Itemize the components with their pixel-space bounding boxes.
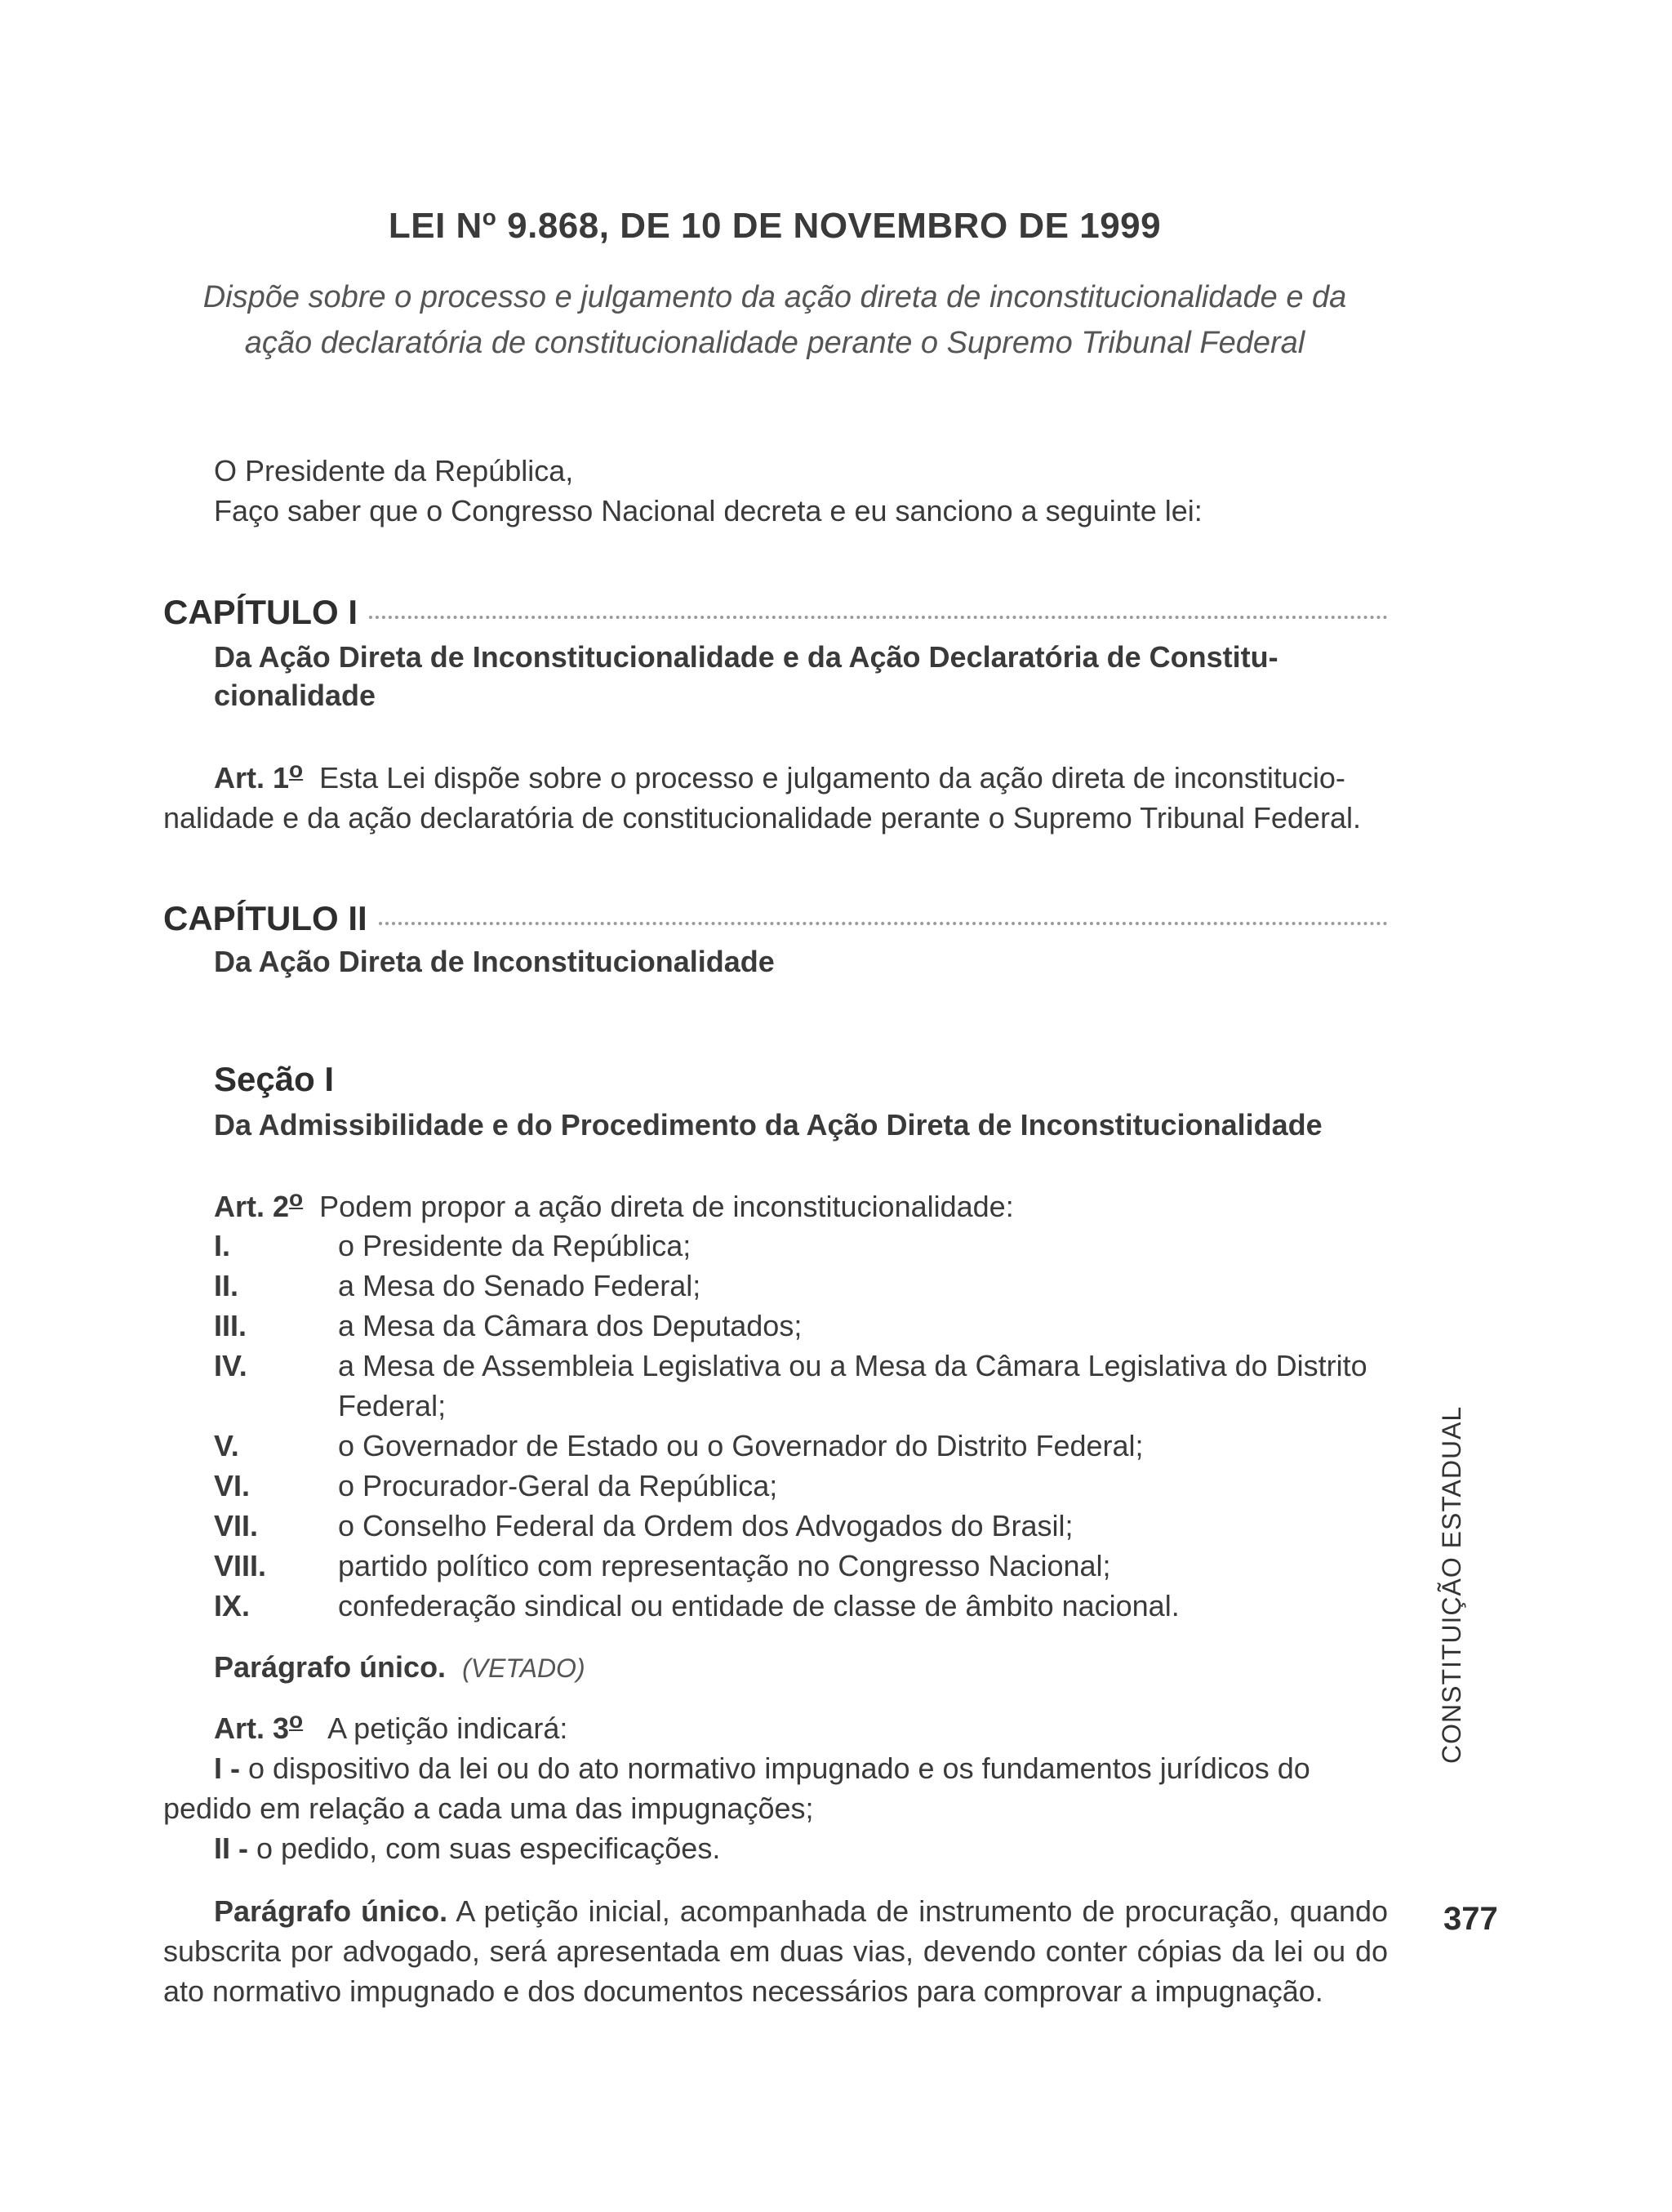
art-2-item-text-continued: Federal; <box>338 1389 447 1422</box>
art-3-item-1-line-2: pedido em relação a cada uma das impugnações; <box>163 1791 814 1825</box>
art-3-paragraph-label: Parágrafo único. <box>214 1894 448 1928</box>
art-3-item-2-text: o pedido, com suas especificações. <box>256 1831 721 1865</box>
art-2-ordinal: o <box>289 1186 304 1211</box>
section-1-label: Seção I <box>214 1060 335 1098</box>
art-2-item-number: IX. <box>214 1589 251 1622</box>
art-1-ordinal: o <box>289 757 304 782</box>
chapter-2-leader <box>379 922 1388 925</box>
art-1-line-1 <box>214 757 1345 795</box>
art-3-item-1-label: I - <box>214 1751 240 1785</box>
art-2-item-number: VI. <box>214 1469 251 1502</box>
chapter-1-leader <box>369 616 1388 619</box>
art-2-paragraph <box>214 1650 585 1685</box>
art-2-paragraph-label: Parágrafo único. <box>214 1650 447 1684</box>
art-2-item-number: V. <box>214 1429 239 1462</box>
art-2-item-text: o Conselho Federal da Ordem dos Advogados do Brasil; <box>338 1509 1074 1542</box>
art-2-label: Art. 2 <box>214 1190 290 1223</box>
art-1-text-line-1: Esta Lei dispõe sobre o processo e julgamento da ação direta de inconstitucio- <box>319 761 1345 794</box>
art-2-paragraph-text: (VETADO) <box>462 1653 585 1683</box>
art-3-label: Art. 3 <box>214 1711 290 1745</box>
page-number: 377 <box>1443 1901 1498 1937</box>
law-title-rest: 9.868, DE 10 DE NOVEMBRO DE 1999 <box>496 206 1162 246</box>
law-subtitle-line-2: ação declaratória de constitucionalidade perante o Supremo Tribunal Federal <box>244 326 1305 360</box>
chapter-2-title: Da Ação Direta de Inconstitucionalidade <box>214 945 775 978</box>
art-2-item-number: III. <box>214 1309 247 1342</box>
art-3-paragraph-text: A petição inicial, acompanhada de instrumento de procuração, quando subscrita por advogado, será apresentada em duas vias, devendo conter cópias da lei ou do ato normativo impugnado e dos documentos necessários para comprovar a impugnação. <box>163 1894 1389 2008</box>
art-2-item-text: a Mesa de Assembleia Legislativa ou a Mesa da Câmara Legislativa do Distrito <box>338 1349 1367 1382</box>
art-2-item-number: VII. <box>214 1509 259 1542</box>
art-2-item-text: o Presidente da República; <box>338 1229 691 1262</box>
art-2-item-text: o Procurador-Geral da República; <box>338 1469 778 1502</box>
side-section-label: CONSTITUIÇÃO ESTADUAL <box>1437 1405 1466 1764</box>
art-3-item-1-text: o dispositivo da lei ou do ato normativo impugnado e os fundamentos jurídicos do <box>248 1751 1310 1785</box>
art-2-item-text: confederação sindical ou entidade de classe de âmbito nacional. <box>338 1589 1180 1622</box>
art-2-item-number: I. <box>214 1229 231 1262</box>
art-2-item-number: VIII. <box>214 1549 267 1582</box>
section-1-title: Da Admissibilidade e do Procedimento da Ação Direta de Inconstitucionalidade <box>214 1108 1323 1142</box>
chapter-2-label: CAPÍTULO II <box>163 899 367 937</box>
law-title <box>163 206 1386 247</box>
chapter-1-heading <box>163 593 1388 632</box>
art-3-intro-text: A petição indicará: <box>327 1711 568 1745</box>
law-title-prefix: LEI N <box>388 206 482 246</box>
art-3-item-2-label: II - <box>214 1831 248 1865</box>
law-title-ordinal: o <box>482 204 497 230</box>
art-2-item-text: a Mesa da Câmara dos Deputados; <box>338 1309 803 1342</box>
art-1-text-line-2: nalidade e da ação declaratória de constitucionalidade perante o Supremo Tribunal Federal. <box>163 801 1361 835</box>
art-3-item-1-line-1 <box>214 1751 1310 1786</box>
preamble-line-2: Faço saber que o Congresso Nacional decreta e eu sanciono a seguinte lei: <box>214 494 1203 527</box>
art-3-ordinal: o <box>289 1707 304 1733</box>
art-2-item-text: a Mesa do Senado Federal; <box>338 1269 701 1302</box>
art-2-intro <box>214 1186 1014 1224</box>
chapter-1-title-line-1: Da Ação Direta de Inconstitucionalidade e da Ação Declaratória de Constitu- <box>214 640 1278 674</box>
art-2-item-text: partido político com representação no Congresso Nacional; <box>338 1549 1111 1582</box>
chapter-1-label: CAPÍTULO I <box>163 593 358 631</box>
art-1-label: Art. 1 <box>214 761 290 794</box>
chapter-1-title-line-2: cionalidade <box>214 679 376 712</box>
preamble-line-1: O Presidente da República, <box>214 454 574 487</box>
art-3-item-2 <box>214 1831 720 1866</box>
law-subtitle-line-1: Dispõe sobre o processo e julgamento da ação direta de inconstitucionalidade e da <box>202 280 1347 314</box>
chapter-2-heading <box>163 899 1388 938</box>
art-2-item-number: IV. <box>214 1349 247 1382</box>
art-2-item-number: II. <box>214 1269 239 1302</box>
art-3-intro <box>214 1707 568 1746</box>
art-3-paragraph <box>163 1891 1388 2011</box>
art-2-item-text: o Governador de Estado ou o Governador do Distrito Federal; <box>338 1429 1144 1462</box>
art-2-intro-text: Podem propor a ação direta de inconstitucionalidade: <box>319 1190 1014 1223</box>
